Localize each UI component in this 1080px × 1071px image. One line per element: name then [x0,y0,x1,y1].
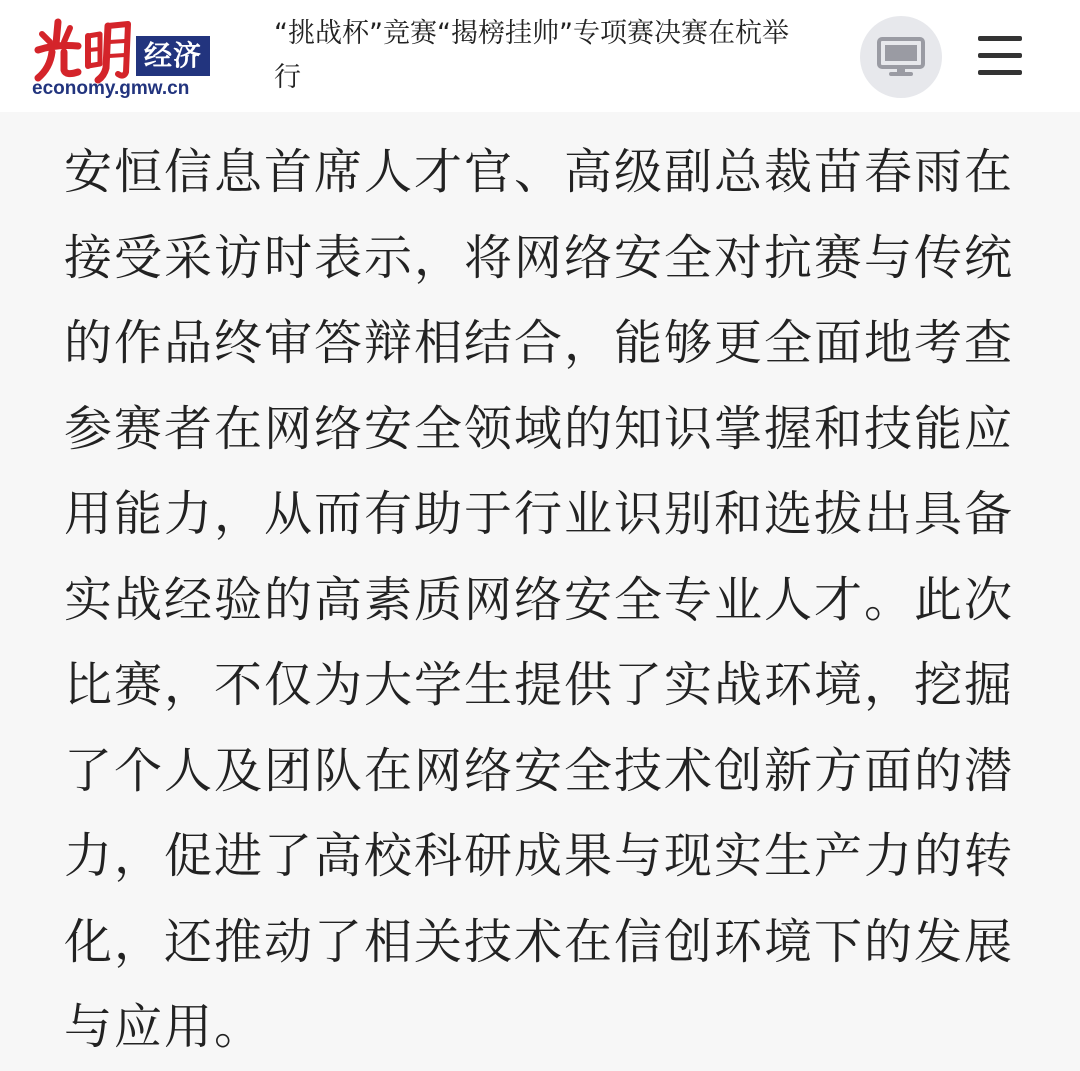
article-body [64,130,1024,1071]
article-paragraph: 安恒信息首席人才官、高级副总裁苗春雨在接受采访时表示，将网络安全对抗赛与传统的作品终审答辩相结合，能够更全面地考查参赛者在网络安全领域的知识掌握和技能应用能力，从而有助于行业识别和选拔出具备实战经验的高素质网络安全专业人才。此次比赛，不仅为大学生提供了实战环境，挖掘了个人及团队在网络安全技术创新方面的潜力，促进了高校科研成果与现实生产力的转化，还推动了相关技术在信创环境下的发展与应用。 [64,144,1015,1055]
menu-button[interactable] [972,30,1028,82]
top-header [0,0,1080,112]
logo-url: economy.gmw.cn [32,78,190,99]
logo-economy-badge: 经济 [136,36,210,76]
logo-calligraphy [34,16,134,84]
page-title: “挑战杯”竞赛“揭榜挂帅”专项赛决赛在杭举行 [274,18,789,93]
site-logo[interactable] [32,14,222,104]
desktop-version-button[interactable] [860,16,942,98]
desktop-monitor-icon [876,36,926,78]
